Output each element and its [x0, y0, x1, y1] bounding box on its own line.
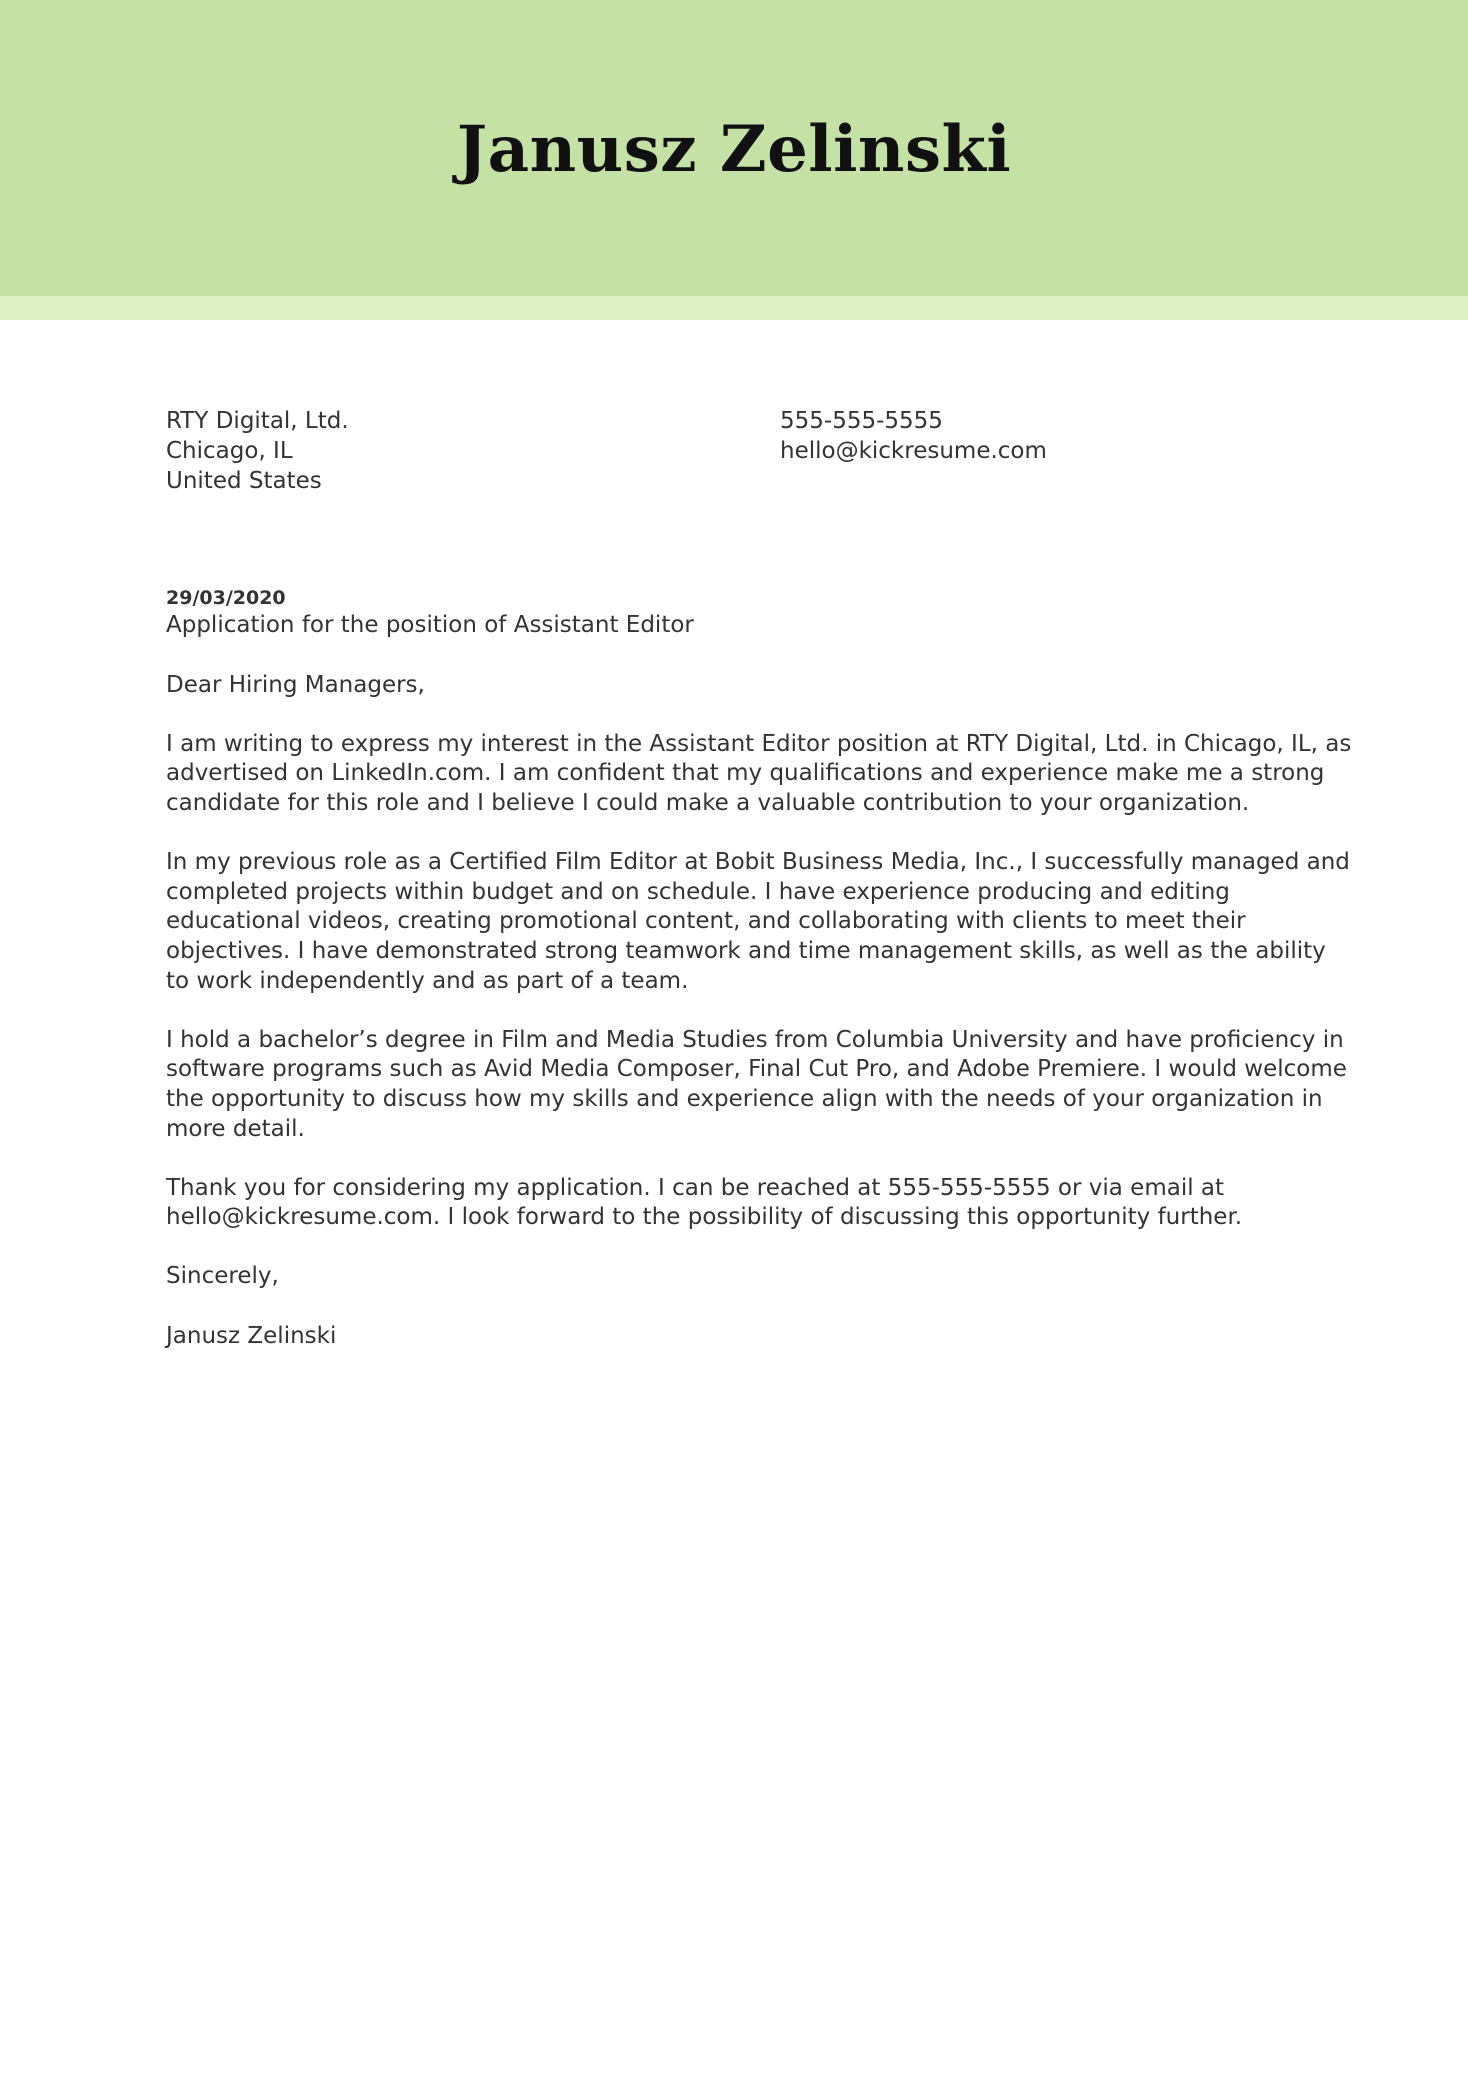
recipient-city: Chicago, IL: [166, 438, 293, 464]
applicant-name: Janusz Zelinski: [456, 112, 1012, 187]
header-accent-strip: [0, 296, 1468, 320]
closing: Sincerely,: [166, 1263, 279, 1290]
paragraph-3: I hold a bachelor’s degree in Film and Media Studies from Columbia University and have proficiency in software programs such as Avid Media Composer, Final Cut Pro, and Adobe Premiere. I would welcome the opportunity to discuss how my skills and experience align with the needs of your organization in more detail.: [166, 1026, 1347, 1142]
paragraph-4: Thank you for considering my application. I can be reached at 555-555-5555 or via email at hello@kickresume.com. I look forward to the possibility of discussing this opportunity further.: [166, 1174, 1243, 1231]
paragraph-2: In my previous role as a Certified Film Editor at Bobit Business Media, Inc., I successfully managed and completed projects within budget and on schedule. I have experience producing and editing educational videos, creating promotional content, and collaborating with clients to meet their objectives. I have demonstrated strong teamwork and time management skills, as well as the ability to work independently and as part of a team.: [166, 849, 1350, 994]
recipient-country: United States: [166, 468, 322, 494]
letter-body: [166, 585, 1356, 1381]
letter-date: 29/03/2020: [166, 587, 286, 609]
signature: Janusz Zelinski: [166, 1322, 337, 1349]
paragraph-1: I am writing to express my interest in the Assistant Editor position at RTY Digital, Ltd. in Chicago, IL, as advertised on LinkedIn.com. I am confident that my qualifications and experience make me a strong candidate for this role and I believe I could make a valuable contribution to your organization.: [166, 730, 1352, 816]
recipient-address: [166, 406, 726, 496]
sender-contact: [780, 406, 1340, 466]
recipient-company: RTY Digital, Ltd.: [166, 408, 349, 434]
salutation: Dear Hiring Managers,: [166, 671, 425, 698]
sender-phone: 555-555-5555: [780, 408, 943, 434]
letter-subject: Application for the position of Assistant Editor: [166, 612, 694, 638]
sender-email: hello@kickresume.com: [780, 438, 1047, 464]
